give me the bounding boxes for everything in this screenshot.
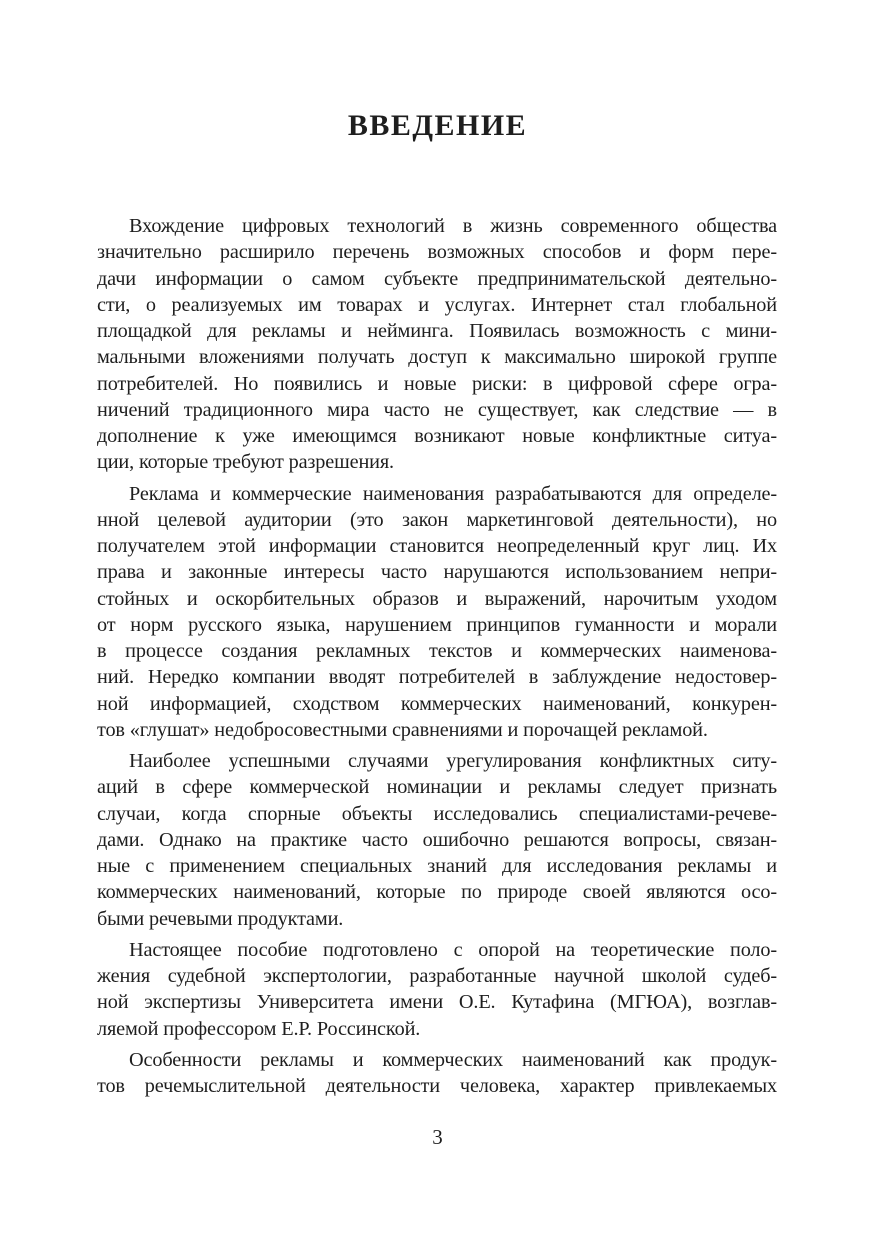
text-line: дополнение к уже имеющимся возникают новые конфликтные ситуа- [97, 425, 777, 447]
text-line: значительно расширило перечень возможных способов и форм пере- [97, 241, 777, 264]
paragraph-2 [97, 481, 777, 744]
text-line: дачи информации о самом субъекте предпринимательской деятельно- [97, 267, 777, 290]
text-line: нной целевой аудитории (это закон маркетинговой деятельности), но [97, 508, 777, 531]
text-line: ничений традиционного мира часто не существует, как следствие — в [97, 398, 777, 421]
paragraph-5 [97, 1047, 777, 1100]
text-line: тов «глушат» недобросовестными сравнениями и порочащей рекламой. [97, 718, 708, 741]
text-line: получателем этой информации становится неопределенный круг лиц. Их [97, 535, 777, 557]
text-line: быми речевыми продуктами. [97, 907, 344, 930]
text-line: ляемой профессором Е.Р. Россинской. [97, 1017, 421, 1040]
text-line: Реклама и коммерческие наименования разрабатываются для определе- [129, 482, 777, 505]
text-line: жения судебной экспертологии, разработанные научной школой судеб- [97, 965, 777, 987]
text-line: ной экспертизы Университета имени О.Е. Кутафина (МГЮА), возглав- [97, 991, 777, 1014]
text-line: тов речемыслительной деятельности человека, характер привлекаемых [97, 1075, 777, 1097]
text-line: Вхождение цифровых технологий в жизнь современного общества [129, 215, 777, 237]
text-line: аций в сфере коммерческой номинации и рекламы следует признать [97, 776, 777, 799]
text-line: потребителей. Но появились и новые риски: в цифровой сфере огра- [97, 372, 777, 395]
text-line: Особенности рекламы и коммерческих наименований как продук- [129, 1048, 777, 1071]
text-line: стойных и оскорбительных образов и выражений, нарочитым уходом [97, 587, 777, 610]
paragraph-1 [97, 213, 777, 476]
text-line: ции, которые требуют разрешения. [97, 451, 394, 474]
text-line: Настоящее пособие подготовлено с опорой на теоретические поло- [129, 938, 777, 961]
text-line: ные с применением специальных знаний для исследования рекламы и [97, 855, 777, 877]
paragraph-4 [97, 937, 777, 1042]
text-line: ной информацией, сходством коммерческих наименований, конкурен- [97, 692, 777, 715]
paragraph-3 [97, 748, 777, 932]
text-line: права и законные интересы часто нарушаются использованием непри- [97, 561, 777, 584]
page-title: ВВЕДЕНИЕ [347, 109, 528, 142]
text-line: дами. Однако на практике часто ошибочно решаются вопросы, связан- [97, 828, 777, 851]
text-line: случаи, когда спорные объекты исследовались специалистами-речеве- [97, 802, 777, 825]
text-line: ний. Нередко компании вводят потребителей в заблуждение недостовер- [97, 666, 777, 689]
text-line: от норм русского языка, нарушением принципов гуманности и морали [97, 613, 777, 636]
text-line: Наиболее успешными случаями урегулирования конфликтных ситу- [129, 750, 777, 772]
text-line: сти, о реализуемых им товарах и услугах. Интернет стал глобальной [97, 293, 777, 316]
text-line: мальными вложениями получать доступ к максимально широкой группе [97, 346, 777, 369]
text-line: площадкой для рекламы и нейминга. Появилась возможность с мини- [97, 320, 777, 342]
page-number: 3 [432, 1125, 443, 1149]
text-line: в процессе создания рекламных текстов и коммерческих наименова- [97, 640, 777, 662]
body-text [97, 213, 777, 1104]
text-line: коммерческих наименований, которые по природе своей являются осо- [97, 881, 777, 904]
